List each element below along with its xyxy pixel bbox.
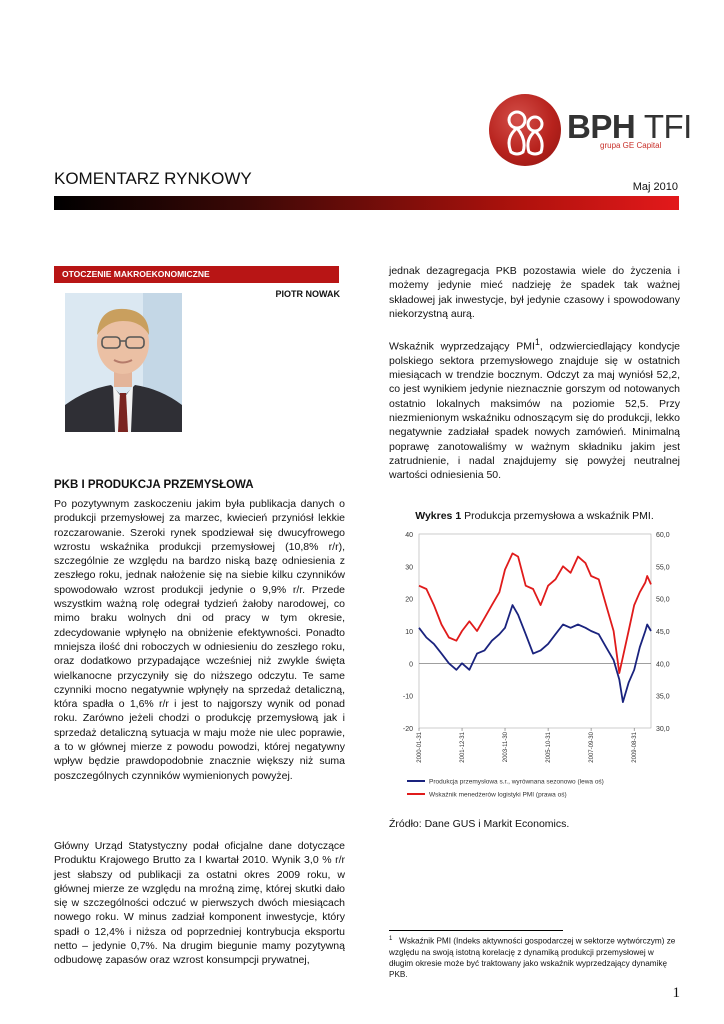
y-right-tick-label: 30,0	[656, 726, 670, 733]
issue-date: Maj 2010	[632, 181, 678, 193]
x-tick-label: 2007-09-30	[589, 732, 596, 763]
y-right-tick-label: 40,0	[656, 661, 670, 669]
plot-area-frame	[419, 534, 651, 728]
body-paragraph: jednak dezagregacja PKB pozostawia wiele do życzenia i możemy jedynie mieć nadzieję że spadek tak ważnej składowej jak inwestycje, był jedynie czasowy i spowodowany niekorzystną aurą.	[389, 265, 680, 320]
x-tick-label: 2000-01-31	[417, 732, 423, 763]
body-paragraph: Po pozytywnym zaskoczeniu jakim była publikacja danych o produkcji przemysłowej za marzec, kwiecień przyniósł lekkie rozczarowanie. Szeroki rynek spodziewał się dwucyfrowego wzrostu wskaźnika produkcji przemysłowej (10,8% r/r), szczególnie ze względu na bardzo niską bazę odniesienia z zeszłego roku, jednak nałożenie się na siebie kilku czynników spowodowało wzrost produkcji jedynie o 9,9% r/r. Przede wszystkim ważną rolę odegrał tydzień żałoby narodowej, co mimo braku wolnych dni od pracy w tym okresie, zdecydowanie wpłynęło na obniżenie efektywności. Ponadto mniejsza ilość dni roboczych w odniesieniu do zeszłego roku, oraz dodatkowo przypadające wcześniej niż zwykle święta wielkanocne przyczyniły się do niższego odczytu. Te same czynniki mocno negatywnie wpłynęły na sprzedaż detaliczną, która spadła o 1,6% r/r i jest to najgorszy wynik od ponad roku. Zarówno jeżeli chodzi o produkcję przemysłową jak i sprzedaż detaliczną sytuacja w maju może nie ulec poprawie, a to w głównej mierze z powodu powodzi, której negatywny wpływ będzie prawdopodobnie znacznie większy niż suma poszczególnych czynników wymienionych powyżej.	[54, 498, 345, 782]
author-portrait-icon	[65, 293, 182, 432]
bph-logo-emblem	[489, 94, 561, 166]
y-left-tick-label: 40	[405, 532, 413, 539]
author-photo	[65, 293, 182, 432]
section-tag	[54, 266, 339, 283]
footnote-number: 1	[389, 936, 393, 942]
y-right-tick-label: 60,0	[656, 532, 670, 539]
x-tick-label: 2009-08-31	[632, 732, 639, 763]
footnote-text: Wskaźnik PMI (Indeks aktywności gospodarczej w sektorze wytwórczym) ze względu na swoją istotną korelację z dynamiką produkcji przemysłowej w długim okresie może być traktowany jako wskaźnik wyprzedzający dynamikę PKB.	[389, 936, 676, 979]
y-left-tick-label: -20	[402, 726, 413, 733]
chart-caption-text: Produkcja przemysłowa a wskaźnik PMI.	[461, 510, 654, 522]
footnote	[389, 934, 680, 980]
y-left-tick-label: 0	[409, 661, 413, 669]
section-tag-label: OTOCZENIE MAKROEKONOMICZNE	[62, 269, 210, 279]
series-line-2	[419, 553, 651, 673]
header-gradient-bar	[54, 196, 679, 210]
page-number: 1	[672, 985, 680, 1001]
x-tick-label: 2001-12-31	[460, 732, 467, 763]
production-pmi-chart	[389, 528, 689, 808]
logo-subtitle: grupa GE Capital	[600, 141, 662, 150]
y-left-tick-label: -10	[402, 693, 413, 701]
pmi-text: Wskaźnik wyprzedzający PMI	[389, 340, 535, 353]
chart-caption-label: Wykres 1	[415, 510, 462, 522]
legend-label-2: Wskaźnik menedżerów logistyki PMI (prawa oś)	[429, 791, 567, 799]
legend-label-1: Produkcja przemysłowa s.r., wyrównana sezonowo (lewa oś)	[429, 778, 604, 786]
chart-caption	[389, 510, 680, 522]
y-right-tick-label: 35,0	[656, 693, 670, 701]
author-name: PIOTR NOWAK	[275, 289, 340, 299]
y-left-tick-label: 30	[405, 564, 413, 572]
footnote-rule	[389, 930, 563, 931]
footnote-ref[interactable]: 1	[534, 337, 540, 347]
section-heading: PKB I PRODUKCJA PRZEMYSŁOWA	[54, 479, 254, 491]
pmi-text-cont: , odzwierciedlający kondycje polskiego sektora przemysłowego znajduje się w ostatnich miesiącach w trendzie bocznym. Odczyt za maj wyniósł 52,2, co jest wynikiem jedynie nieznacznie gorszym od notowanych ostatnio lokalnych maksimów na poziomie 52,5. Przy niezmienionym wskaźniku odnoszącym się do produkcji, lekko negatywnie zadziałał spadek nowych zamówień. Minimalną poprawę zanotowaliśmy w ważnym składniku jakim jest zatrudnienie, i nadal znajdujemy się powyżej neutralnej wartości odniesienia 50.	[389, 340, 680, 482]
logo-wordmark: BPH TFI	[567, 108, 692, 145]
x-tick-label: 2005-10-31	[546, 732, 553, 763]
logo-figures-icon	[489, 94, 561, 166]
y-left-tick-label: 10	[405, 629, 413, 636]
y-right-tick-label: 55,0	[656, 564, 670, 572]
chart-source: Źródło: Dane GUS i Markit Economics.	[389, 818, 570, 830]
y-right-tick-label: 50,0	[656, 596, 670, 604]
body-paragraph: Główny Urząd Statystyczny podał oficjalne dane dotyczące Produktu Krajowego Brutto za I kwartał 2010. Wynik 3,0 % r/r jest słabszy od publikacji za ostatni okres 2009 roku, w głównej mierze ze względu na mroźną zimę, której skutki dało się w szczególności odczuć w pierwszych dwóch miesiącach nowego roku. W minus zadział komponent inwestycje, który spadł o 12,4% i niższa od poprzedniej kontrybucja eksportu netto – jedynie 0,7%. Na drugim biegunie mamy pozytywną odbudowę zapasów oraz wzrost konsumpcji prywatnej,	[54, 840, 345, 967]
y-right-tick-label: 45,0	[656, 629, 670, 636]
y-left-tick-label: 20	[405, 596, 413, 604]
body-paragraph	[389, 335, 680, 482]
page-title: KOMENTARZ RYNKOWY	[54, 169, 252, 188]
x-tick-label: 2003-11-30	[503, 732, 510, 763]
